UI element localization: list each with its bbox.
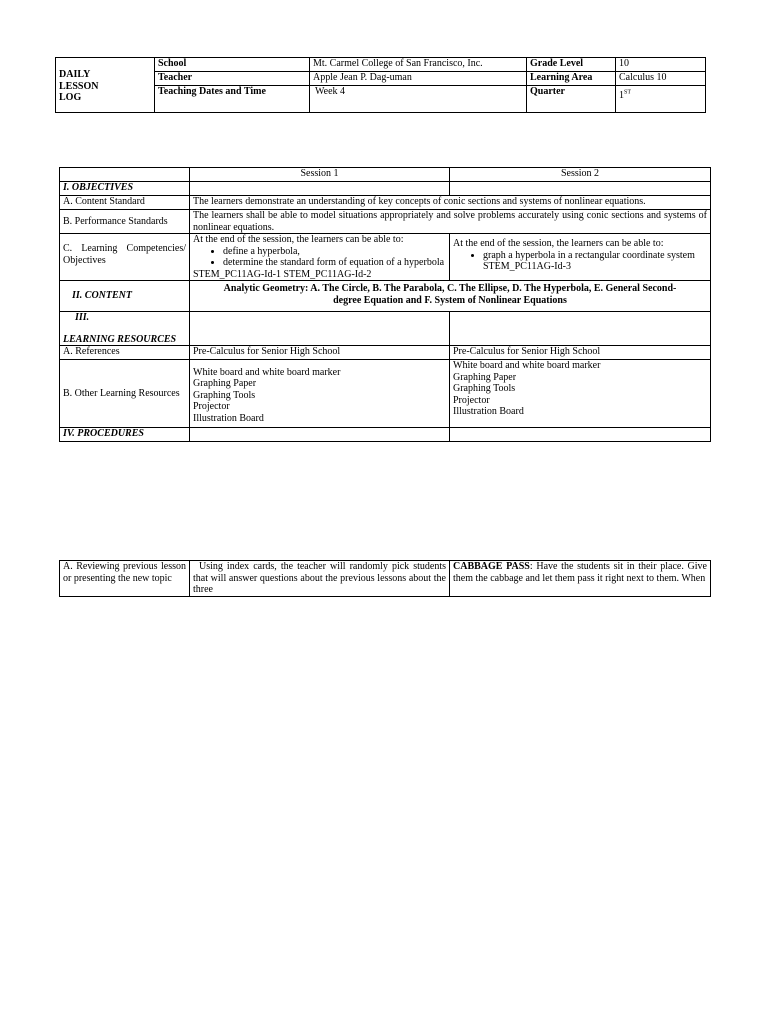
s2-objective-item: • graph a hyperbola in a rectangular coordinate system [483, 250, 707, 262]
school-value: Mt. Carmel College of San Francisco, Inc. [310, 58, 527, 72]
other-resources-session-2: White board and white board marker Graphing Paper Graphing Tools Projector Illustration Board [450, 360, 711, 428]
references-label: A. References [60, 346, 190, 360]
header-table [55, 57, 706, 113]
teacher-value: Apple Jean P. Dag-uman [310, 72, 527, 86]
references-session-1: Pre-Calculus for Senior High School [190, 346, 450, 360]
objectives-heading: I. OBJECTIVES [60, 182, 190, 196]
grade-level-label: Grade Level [527, 58, 616, 72]
school-label: School [155, 58, 310, 72]
content-standard-label: A. Content Standard [60, 196, 190, 210]
quarter-value: 1ST [616, 86, 706, 113]
session-1-competencies: At the end of the session, the learners can be able to: • define a hyperbola, • determine the standard form of equation of a hyperbola STEM_PC11AG-Id-1 STEM_PC11AG-Id-2 [190, 234, 450, 281]
grade-level-value: 10 [616, 58, 706, 72]
learning-area-value: Calculus 10 [616, 72, 706, 86]
s2-competency-code: STEM_PC11AG-Id-3 [483, 261, 571, 272]
s1-objective-item: • define a hyperbola, [223, 246, 446, 258]
learning-resources-heading: III. LEARNING RESOURCES [60, 312, 190, 346]
reviewing-session-1: Using index cards, the teacher will randomly pick students that will answer questions about the previous lessons about the three [190, 561, 450, 597]
other-resources-label: B. Other Learning Resources [60, 360, 190, 428]
lesson-table [59, 167, 711, 442]
other-resources-session-1: White board and white board marker Graphing Paper Graphing Tools Projector Illustration Board [190, 360, 450, 428]
s1-objective-item: • determine the standard form of equation of a hyperbola [223, 257, 446, 269]
reviewing-session-2: CABBAGE PASS: Have the students sit in their place. Give them the cabbage and let them pass it right next to them. When [450, 561, 711, 597]
references-session-2: Pre-Calculus for Senior High School [450, 346, 711, 360]
teaching-dates-label: Teaching Dates and Time [155, 86, 310, 113]
session-2-header: Session 2 [450, 168, 711, 182]
session-1-header: Session 1 [190, 168, 450, 182]
content-heading: II. CONTENT [60, 281, 190, 312]
s1-competency-code: STEM_PC11AG-Id-1 STEM_PC11AG-Id-2 [193, 268, 372, 280]
content-text: Analytic Geometry: A. The Circle, B. The Parabola, C. The Ellipse, D. The Hyperbola, E. General Second-degree Equation and F. System of Nonlinear Equations [190, 281, 711, 312]
competencies-label: C. Learning Competencies/ Objectives [60, 234, 190, 281]
daily-lesson-log-title: DAILY LESSON LOG [56, 58, 155, 113]
reviewing-lesson-label: A. Reviewing previous lesson or presenting the new topic [60, 561, 190, 597]
learning-area-label: Learning Area [527, 72, 616, 86]
performance-standards-label: B. Performance Standards [60, 210, 190, 234]
teacher-label: Teacher [155, 72, 310, 86]
teaching-dates-value: Week 4 [310, 86, 527, 113]
procedures-heading: IV. PROCEDURES [60, 428, 190, 442]
performance-standards-text: The learners shall be able to model situations appropriately and solve problems accurately using conic sections and systems of nonlinear equations. [190, 210, 711, 234]
content-standard-text: The learners demonstrate an understanding of key concepts of conic sections and systems of nonlinear equations. [190, 196, 711, 210]
blank-header-cell [60, 168, 190, 182]
session-2-competencies: At the end of the session, the learners can be able to: • graph a hyperbola in a rectangular coordinate system STEM_PC11AG-Id-3 [450, 234, 711, 281]
procedures-table [59, 560, 711, 597]
quarter-label: Quarter [527, 86, 616, 113]
